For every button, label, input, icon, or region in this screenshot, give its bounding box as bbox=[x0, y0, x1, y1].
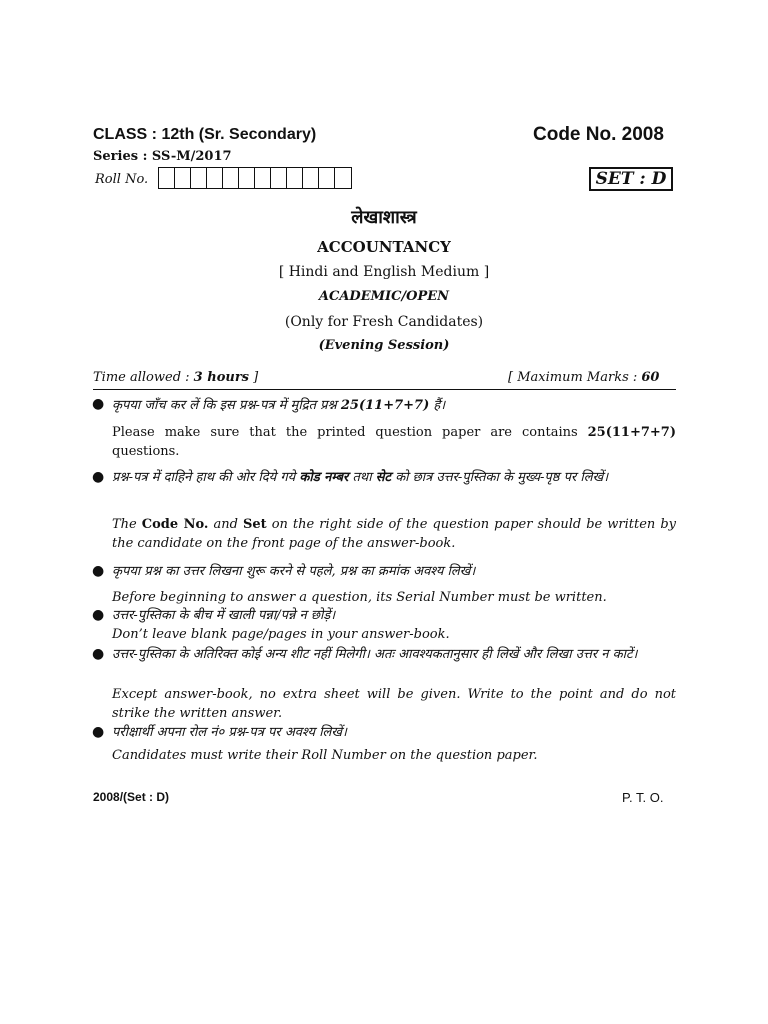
bullet-2-hindi: ● bbox=[92, 469, 105, 485]
bullet-5-hindi: ● bbox=[92, 646, 105, 662]
roll-box bbox=[303, 168, 319, 188]
instruction-1-hindi-end: हैं। bbox=[429, 398, 446, 413]
roll-box bbox=[159, 168, 175, 188]
set-badge: SET : D bbox=[589, 167, 673, 191]
instruction-2-hindi-text: प्रश्न-पत्र में दाहिने हाथ की ओर दिये गये bbox=[112, 470, 300, 485]
instruction-6-hindi: परीक्षार्थी अपना रोल नं० प्रश्न-पत्र पर अवश्य लिखें। bbox=[112, 725, 347, 740]
divider bbox=[93, 389, 676, 390]
instruction-6-english: Candidates must write their Roll Number on the question paper. bbox=[112, 748, 538, 763]
roll-box bbox=[271, 168, 287, 188]
bullet-4-hindi: ● bbox=[92, 607, 105, 623]
time-value: 3 hours bbox=[193, 370, 249, 385]
time-allowed bbox=[93, 370, 258, 385]
roll-box bbox=[255, 168, 271, 188]
instruction-1-hindi-text: कृपया जाँच कर लें कि इस प्रश्न-पत्र में मुद्रित प्रश्न bbox=[112, 398, 341, 413]
session-label: (Evening Session) bbox=[318, 338, 450, 353]
instruction-5-english: Except answer-book, no extra sheet will be given. Write to the point and do not strike the written answer. bbox=[112, 687, 676, 721]
instruction-2-english-set: Set bbox=[242, 517, 267, 532]
instruction-2-english-end: on the right side of the question paper should be written by the candidate on the front page of the answer-book. bbox=[112, 517, 677, 551]
footer-pto: P. T. O. bbox=[622, 790, 664, 805]
instruction-2-english bbox=[112, 515, 676, 553]
instruction-2-hindi-and: तथा bbox=[348, 470, 376, 485]
hindi-title: लेखाशास्त्र bbox=[351, 207, 417, 228]
instruction-2-hindi-end: को छात्र उत्तर-पुस्तिका के मुख्य-पृष्ठ पर लिखें। bbox=[391, 470, 609, 485]
medium-label: [ Hindi and English Medium ] bbox=[278, 264, 490, 280]
subject-title: ACCOUNTANCY bbox=[317, 238, 451, 256]
bullet-3-hindi: ● bbox=[92, 563, 105, 579]
instruction-2-english-code: Code No. bbox=[141, 517, 209, 532]
marks-value: 60 bbox=[641, 370, 660, 385]
roll-number-boxes bbox=[158, 167, 352, 189]
time-prefix: Time allowed : bbox=[93, 370, 194, 385]
marks-prefix: [ Maximum Marks : bbox=[508, 370, 642, 385]
maximum-marks bbox=[508, 370, 659, 385]
instruction-1-hindi-count: 25(11+7+7) bbox=[340, 398, 430, 413]
roll-box bbox=[287, 168, 303, 188]
instruction-2-english-and: and bbox=[208, 517, 243, 532]
instruction-2-english-text: The bbox=[112, 517, 142, 532]
instruction-1-english-text: Please make sure that the printed question paper are contains bbox=[112, 425, 588, 440]
fresh-candidates-label: (Only for Fresh Candidates) bbox=[284, 314, 484, 330]
roll-box bbox=[335, 168, 351, 188]
time-suffix: ] bbox=[249, 370, 259, 385]
instruction-2-hindi-code: कोड नम्बर bbox=[299, 470, 349, 485]
code-number: Code No. 2008 bbox=[533, 124, 664, 145]
instruction-4-english: Don’t leave blank page/pages in your answer-book. bbox=[112, 627, 450, 642]
bullet-6-hindi: ● bbox=[92, 724, 105, 740]
instruction-5-hindi: उत्तर-पुस्तिका के अतिरिक्त कोई अन्य शीट नहीं मिलेगी। अतः आवश्यकतानुसार ही लिखें और लिखा उत्तर न काटें। bbox=[112, 647, 638, 662]
bullet-1-hindi: ● bbox=[92, 396, 105, 412]
roll-box bbox=[319, 168, 335, 188]
roll-box bbox=[239, 168, 255, 188]
footer-paper-code: 2008/(Set : D) bbox=[93, 790, 170, 804]
class-heading: CLASS : 12th (Sr. Secondary) bbox=[93, 126, 317, 143]
instruction-2-hindi-set: सेट bbox=[375, 470, 392, 485]
instruction-3-hindi: कृपया प्रश्न का उत्तर लिखना शुरू करने से पहले, प्रश्न का क्रमांक अवश्य लिखें। bbox=[112, 564, 476, 579]
academic-label: ACADEMIC/OPEN bbox=[318, 289, 450, 304]
roll-box bbox=[223, 168, 239, 188]
instruction-1-english-count: 25(11+7+7) bbox=[587, 425, 676, 440]
instruction-1-english-end: questions. bbox=[112, 444, 180, 459]
instruction-3-english: Before beginning to answer a question, its Serial Number must be written. bbox=[112, 590, 607, 605]
roll-box bbox=[207, 168, 223, 188]
instruction-4-hindi: उत्तर-पुस्तिका के बीच में खाली पन्ना/पन्ने न छोड़ें। bbox=[112, 608, 336, 623]
roll-number-label: Roll No. bbox=[95, 172, 149, 187]
roll-box bbox=[175, 168, 191, 188]
instruction-2-hindi bbox=[112, 468, 676, 487]
instruction-1-hindi bbox=[112, 396, 676, 415]
series-label: Series : SS-M/2017 bbox=[93, 149, 232, 164]
instruction-1-english bbox=[112, 423, 676, 461]
roll-box bbox=[191, 168, 207, 188]
